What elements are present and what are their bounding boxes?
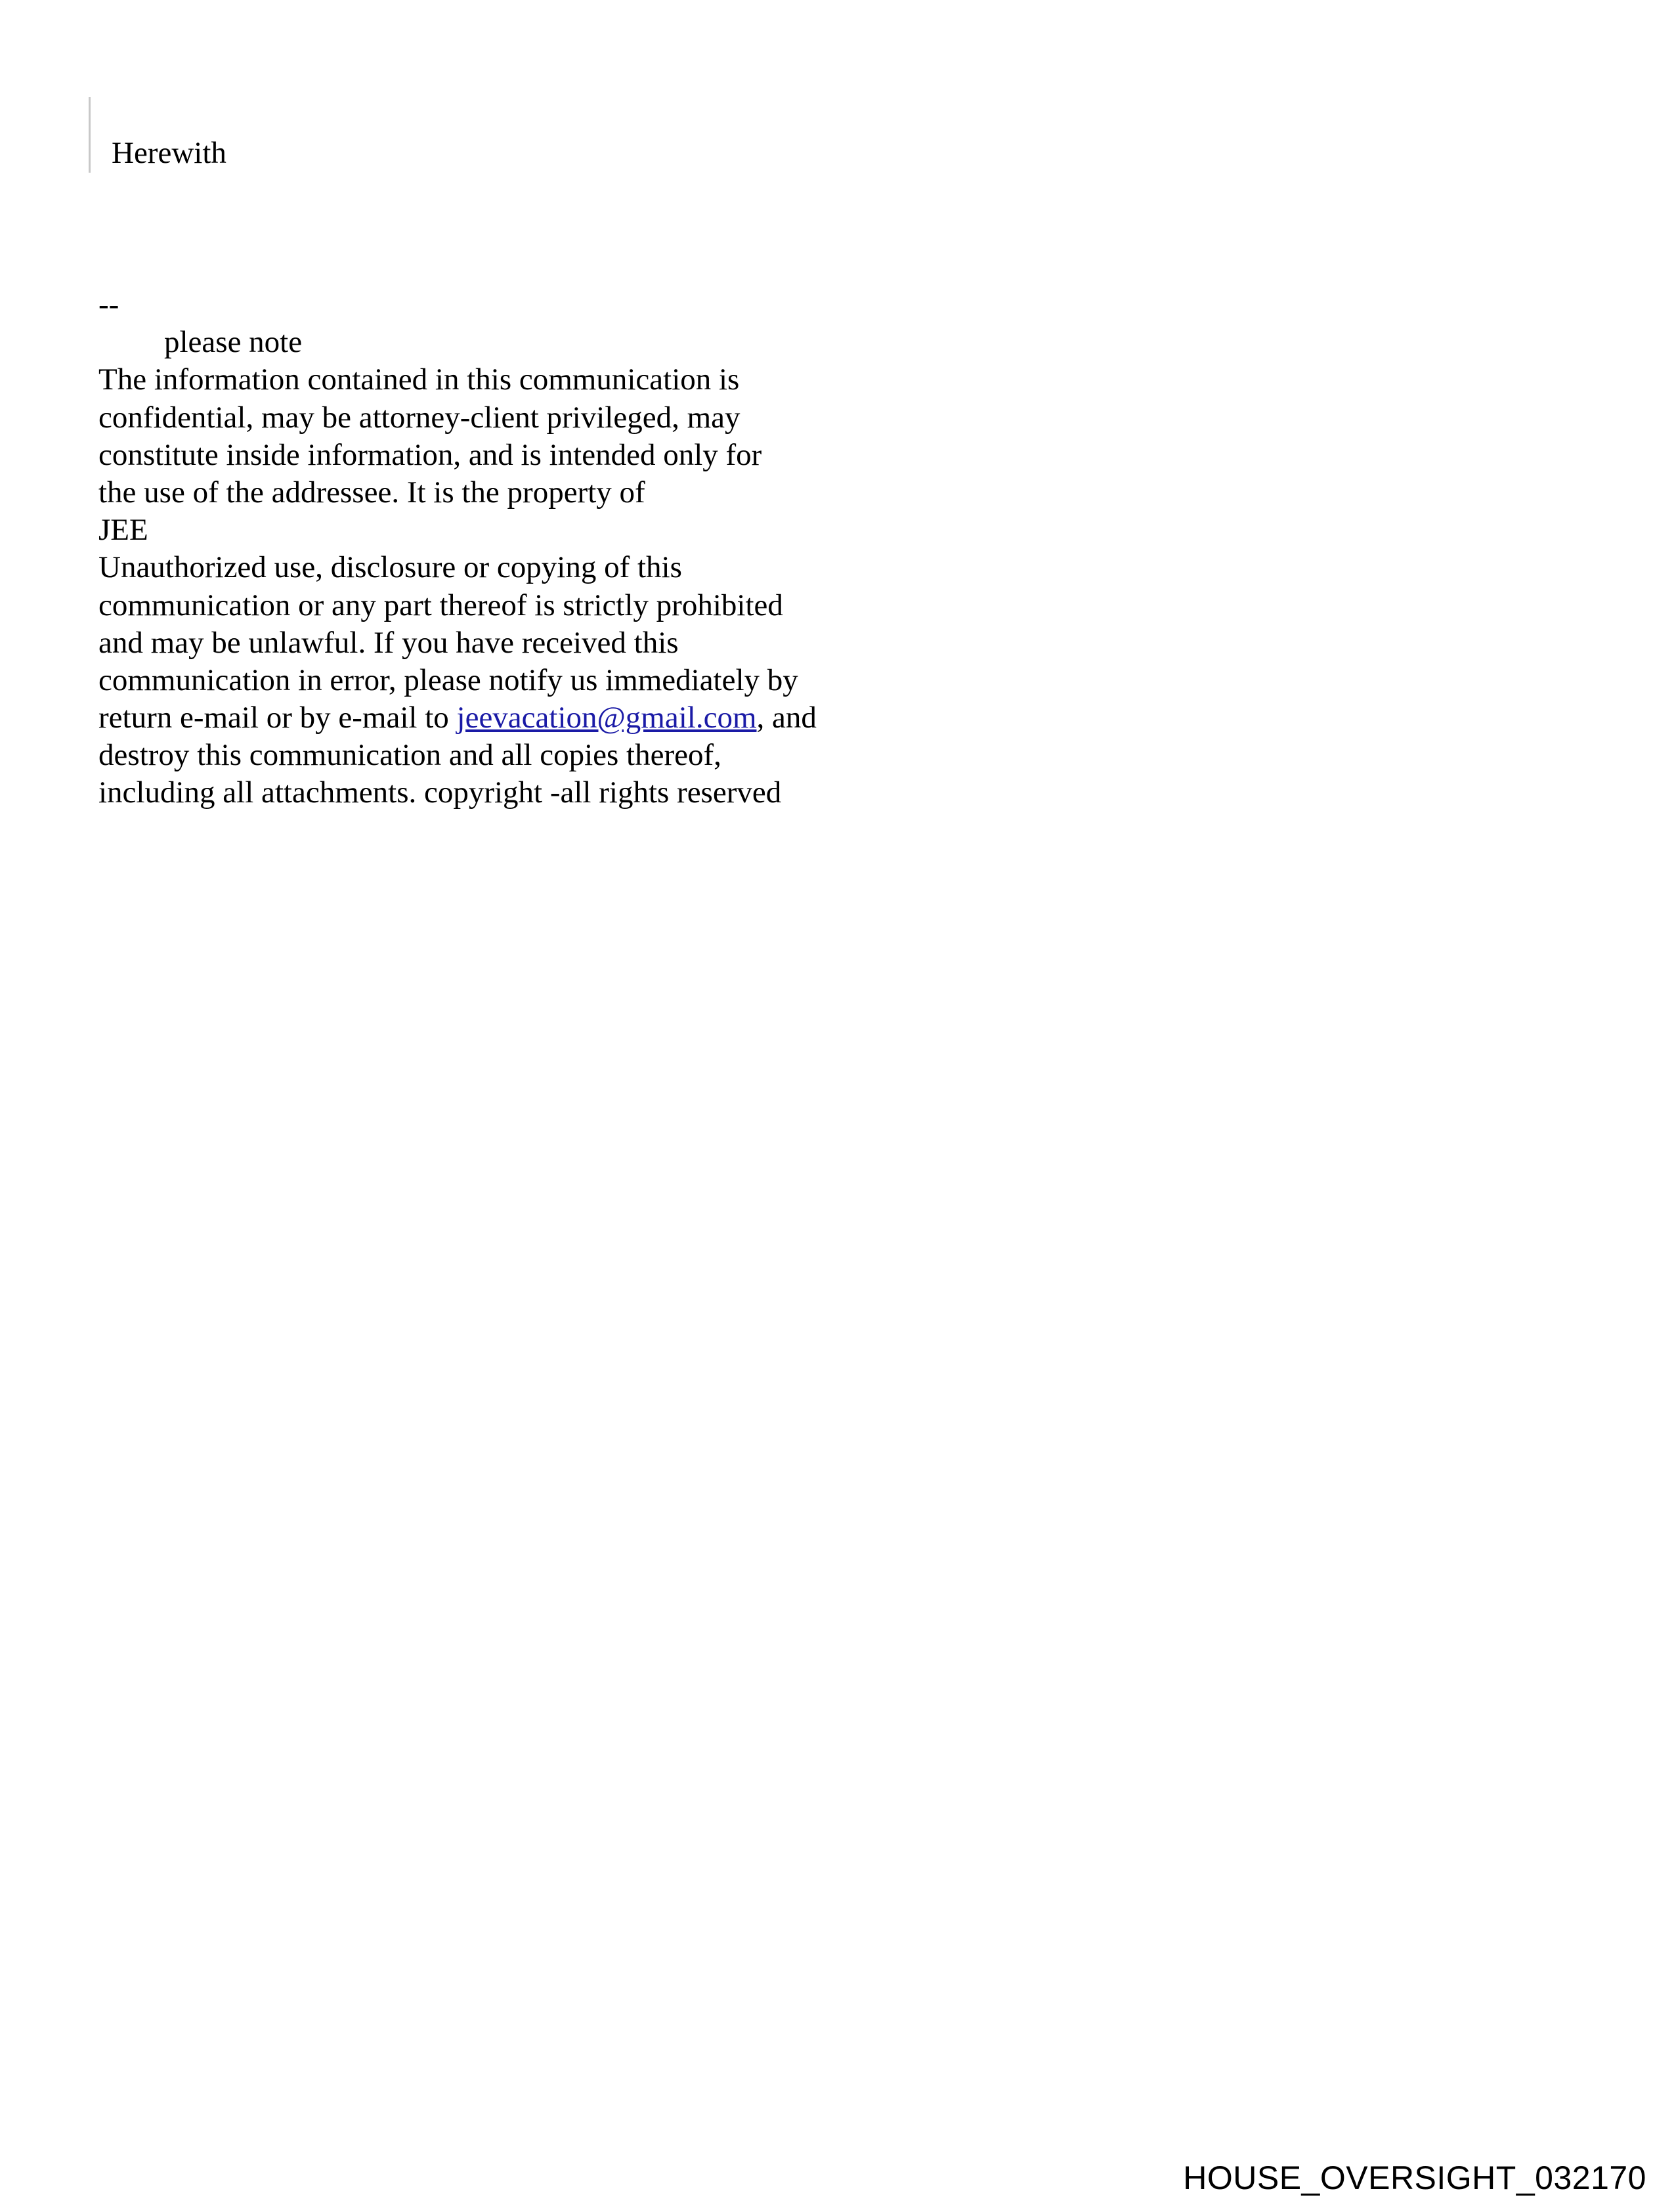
signature-separator: -- (98, 288, 119, 322)
return-suffix-text: , and (756, 701, 817, 735)
disclaimer-line: JEE (98, 513, 148, 548)
quote-bar (89, 97, 91, 173)
email-link[interactable]: jeevacation@gmail.com (456, 701, 757, 735)
disclaimer-line: and may be unlawful. If you have received this (98, 625, 679, 660)
disclaimer-line: the use of the addressee. It is the property of (98, 475, 645, 510)
disclaimer-line: confidential, may be attorney-client privileged, may (98, 400, 740, 435)
disclaimer-line: destroy this communication and all copies thereof, (98, 738, 721, 773)
disclaimer-line: including all attachments. copyright -all rights reserved (98, 775, 782, 810)
return-prefix-text: return e-mail or by e-mail to (98, 701, 457, 735)
email-body-text: Herewith (112, 136, 226, 170)
disclaimer-line: communication or any part thereof is strictly prohibited (98, 588, 783, 622)
disclaimer-line: Unauthorized use, disclosure or copying of this (98, 550, 682, 585)
signature-block (98, 286, 817, 812)
bates-number: HOUSE_OVERSIGHT_032170 (1183, 2159, 1646, 2196)
disclaimer-line: communication in error, please notify us immediately by (98, 662, 798, 697)
disclaimer-line: constitute inside information, and is intended only for (98, 437, 762, 472)
disclaimer-line-with-link (98, 699, 817, 737)
signature-note: please note (164, 325, 303, 360)
disclaimer-line: The information contained in this communication is (98, 362, 740, 397)
